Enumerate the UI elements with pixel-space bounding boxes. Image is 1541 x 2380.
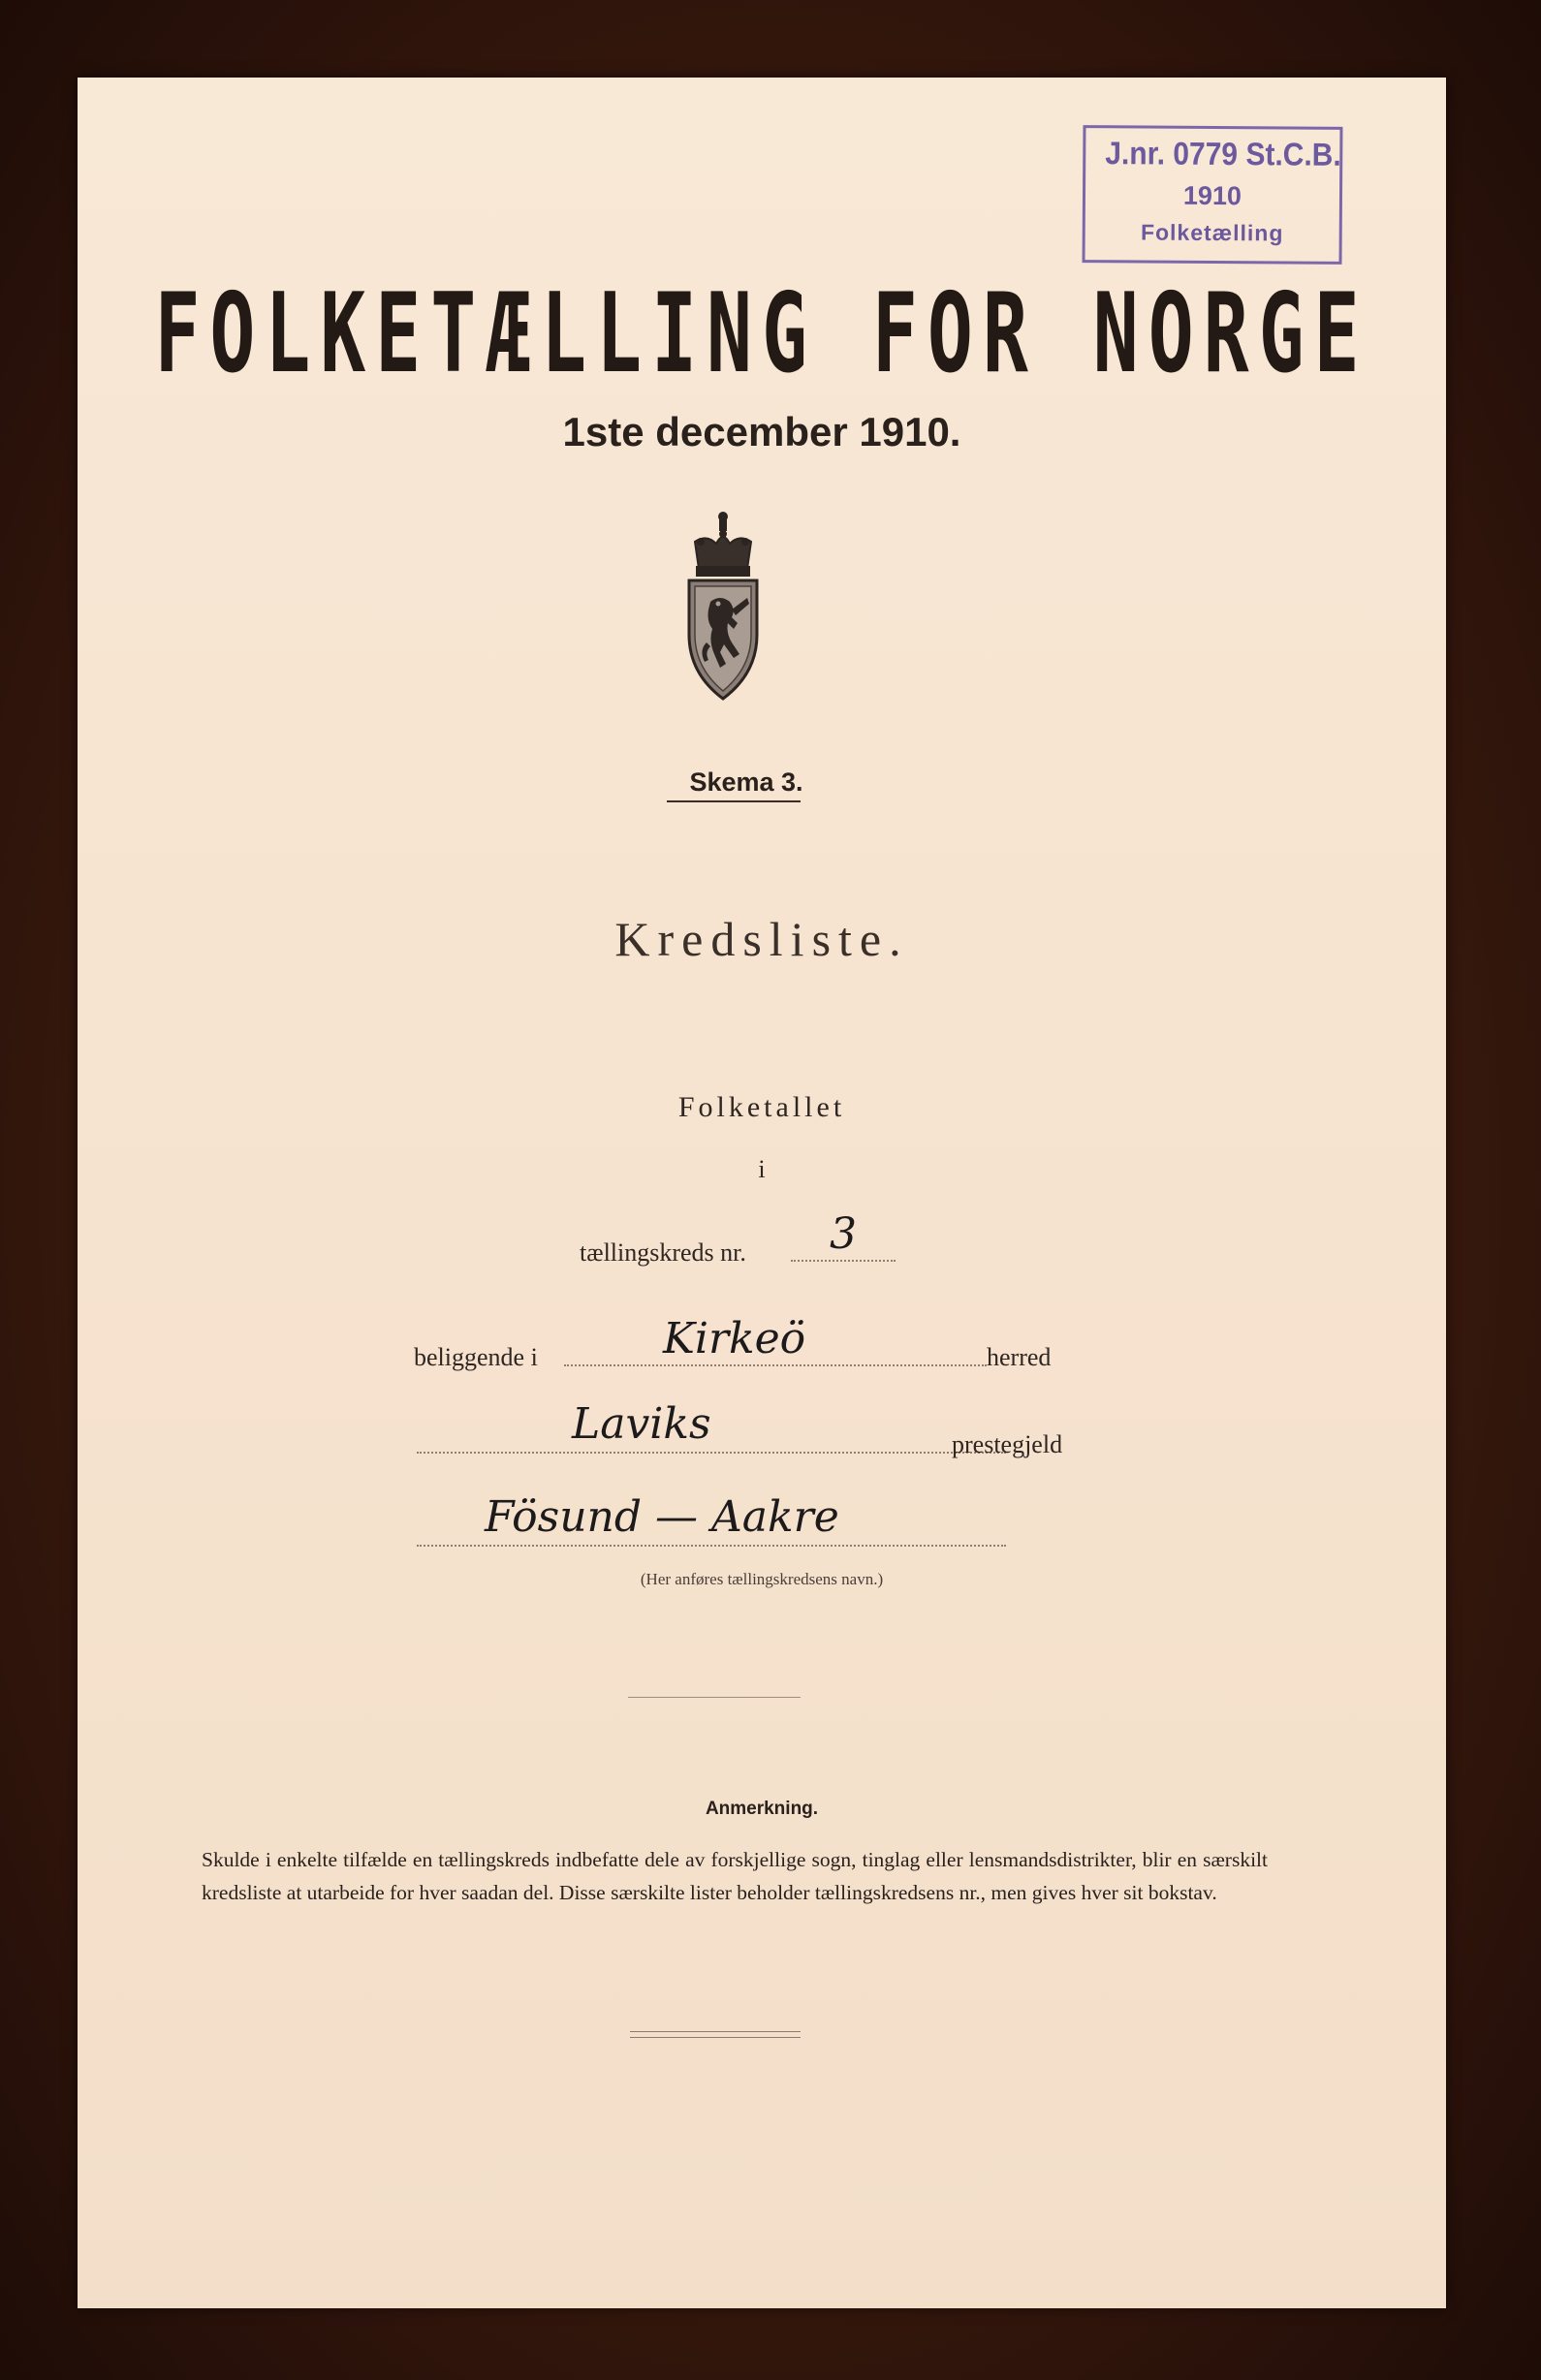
form-name: Kredsliste. [614, 912, 909, 966]
schema-label: Skema 3. [689, 767, 803, 797]
remark-heading: Anmerkning. [705, 1799, 819, 1819]
stamp-journal-number: J.nr. 0779 St.C.B. [1105, 136, 1341, 173]
parish-label: prestegjeld [952, 1430, 1063, 1458]
remark-text: Skulde i enkelte tilfælde en tællingskreds indbefatte dele av forskjellige sogn, tinglag eller lensmandsdistrikter, blir en særskilt kredsliste at utarbeide for hver saadan del. Disse særskilte lister beholder tællingskredsens nr., men gives hver sit bokstav. [202, 1848, 1268, 1904]
stamp-label: Folketælling [1140, 219, 1284, 246]
coat-of-arms-icon [677, 509, 769, 706]
herred-label: herred [987, 1343, 1052, 1371]
page-title: FOLKETÆLLING FOR NORGE [154, 271, 1369, 398]
municipality-field-line [564, 1364, 987, 1366]
bottom-double-rule-top [630, 2031, 801, 2032]
page-subtitle: 1ste december 1910. [562, 409, 961, 454]
census-form-page [78, 78, 1446, 2308]
district-number-label: tællingskreds nr. [580, 1238, 746, 1267]
district-number-value: 3 [830, 1209, 857, 1259]
district-name-field-line [417, 1545, 1006, 1547]
parish-value: Laviks [572, 1399, 711, 1449]
section-divider [628, 1697, 801, 1698]
municipality-value: Kirkeö [663, 1314, 806, 1363]
population-label: Folketallet [677, 1091, 846, 1123]
district-name-value: Fösund — Aakre [485, 1492, 839, 1542]
district-number-field-line [791, 1260, 896, 1262]
archive-stamp [1083, 125, 1343, 265]
district-name-hint: (Her anføres tællingskredsens navn.) [640, 1570, 884, 1588]
stamp-year: 1910 [1182, 180, 1242, 211]
in-label: i [758, 1155, 766, 1183]
schema-underline [667, 800, 801, 802]
bottom-double-rule-bottom [630, 2037, 801, 2038]
parish-field-line [417, 1452, 1006, 1454]
located-label: beliggende i [414, 1343, 538, 1371]
